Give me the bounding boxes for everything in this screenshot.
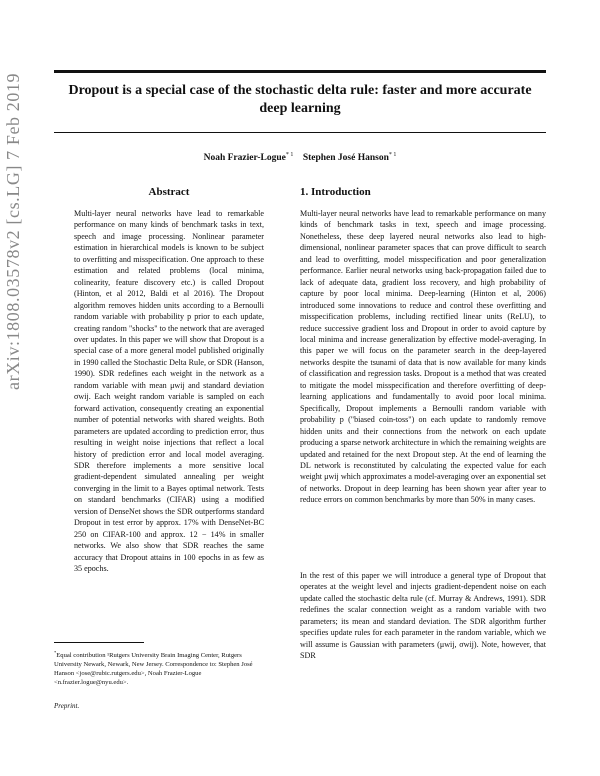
footnote-rule	[54, 642, 144, 643]
abstract-heading: Abstract	[148, 186, 190, 198]
author-name: Noah Frazier-Logue	[203, 153, 286, 164]
author-list	[54, 152, 546, 163]
author-name: Stephen José Hanson	[302, 153, 389, 164]
author-affiliation-mark: * 1	[285, 152, 294, 158]
paper-title: Dropout is a special case of the stochastic delta rule: faster and more accurate deep learning	[68, 83, 532, 116]
preprint-label: Preprint.	[54, 702, 80, 710]
introduction-heading: 1. Introduction	[300, 186, 371, 198]
author-affiliation-mark: * 1	[388, 152, 397, 158]
abstract-body: Multi-layer neural networks have lead to remarkable performance on many kinds of benchmark tasks in text, speech and image processing. Nonlinear parameter estimation in hierarchical models is known to be subject to overfitting and misspecification. One approach to these estimation and related problems (local minima, colinearity, feature discovery etc.) is called Dropout (Hinton, et al 2012, Baldi et al 2016). The Dropout algorithm removes hidden units according to a Bernoulli random variable with probability p prior to each update, creating random "shocks" to the network that are averaged over updates. In this paper we will show that Dropout is a special case of a more general model published originally in 1990 called the Stochastic Delta Rule, or SDR (Hanson, 1990). SDR redefines each weight in the network as a random variable with mean μwij and standard deviation σwij. Each weight random variable is sampled on each forward activation, consequently creating an exponential number of potential networks with shared weights. Both parameters are updated according to prediction error, thus resulting in weight noise injections that reflect a local history of prediction error and local model averaging. SDR therefore implements a more sensitive local gradient-dependent simulated annealing per weight converging in the limit to a Bayes optimal network. Tests on standard benchmarks (CIFAR) using a modified version of DenseNet shows the SDR outperforms standard Dropout in test error by approx. 17% with DenseNet-BC 250 on CIFAR-100 and approx. 12 − 14% in smaller networks. We also show that SDR reaches the same accuracy that Dropout attains in 100 epochs in as few as 35 epochs.	[74, 209, 264, 574]
footnote-marker: *	[54, 650, 57, 655]
introduction-paragraph: In the rest of this paper we will introduce a general type of Dropout that operates at the weight level and injects gradient-dependent noise on each update called the stochastic delta rule (cf. Murray & Andrews, 1991). SDR redefines the scalar connection weight as a random variable with two parameters; its mean and standard deviation. The SDR algorithm further specifies update rules for each parameter in the random variable, which we will assume is Gaussian with parameters (μwij, σwij). Note, however, that SDR	[300, 571, 546, 661]
arxiv-identifier[interactable]: arXiv:1808.03578v2 [cs.LG] 7 Feb 2019	[3, 72, 23, 390]
footnote	[54, 648, 264, 687]
title-top-rule	[54, 70, 546, 73]
title-bottom-rule	[54, 132, 546, 133]
footnote-text: Equal contribution ¹Rutgers University Brain Imaging Center, Rutgers University Newark, Newark, New Jersey. Correspondence to: Stephen José Hanson <jose@rubic.rutgers.edu>, Noah Frazier-Logue <n.frazier.logue@nyu.edu>.	[54, 652, 253, 687]
introduction-paragraph: Multi-layer neural networks have lead to remarkable performance on many kinds of benchmark tasks in text, speech and image processing. Nonetheless, these deep layered neural networks also lead to high-dimensional, nonlinear parameter spaces that can prove difficult to search and lead to overfitting, model misspecification and poor generalization performance. Earlier neural networks using back-propagation failed due to lack of adequate data, gradient loss recovery, and high probability of capture by poor local minima. Deep-learning (Hinton et al, 2006) introduced some innovations to reduce and control these overfitting and misspecification problems, including rectified linear units (ReLU), to reduce successive gradient loss and Dropout in order to avoid capture by local minima and increase generalization by effective model-averaging. In this paper we will focus on the parameter search in the deep-layered networks despite the tsunami of data that is now available for many kinds of classification and regression tasks. Dropout is a method that was created to mitigate the model misspecification and therefore overfitting of deep-learning applications and fundamentally to avoid poor local minima. Specifically, Dropout implements a Bernoulli random variable with probability p ("biased coin-toss") on each update to randomly remove hidden units and their connections from the network on each update producing a sparse network architecture in which the remaining weights are updated and retained for the next Dropout step. At the end of learning the DL network is reconstituted by calculating the expected value for each weight μwij which approximates a model-averaging over an exponential set of networks. Dropout in deep learning has been shown year after year to reduce errors on common benchmarks by more than 50% in many cases.	[300, 209, 546, 505]
